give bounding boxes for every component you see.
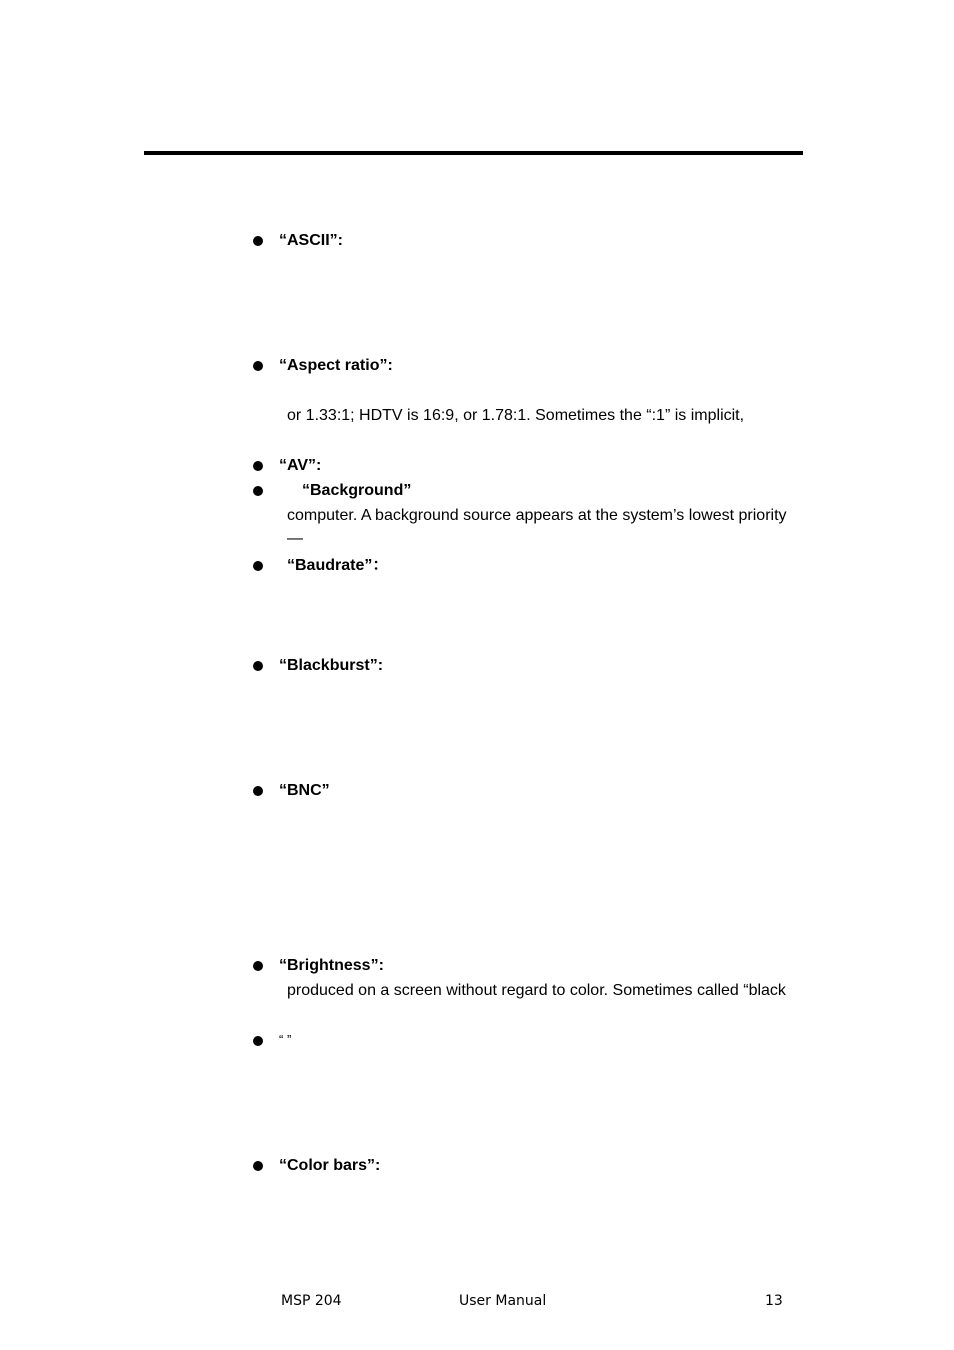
term-background: “Background” — [302, 482, 412, 499]
bullet-icon — [253, 236, 263, 246]
bullet-icon — [253, 961, 263, 971]
term-baudrate: “Baudrate”： — [287, 557, 389, 574]
bullet-icon — [253, 1161, 263, 1171]
term-av: “AV”: — [279, 457, 322, 474]
term-blackburst: “Blackburst”: — [279, 657, 384, 674]
footer-page-number: 13 — [765, 1293, 783, 1309]
term-aspect-ratio: “Aspect ratio”: — [279, 357, 393, 374]
bullet-icon — [253, 486, 263, 496]
term-ascii: “ASCII”: — [279, 232, 343, 249]
bullet-icon — [253, 786, 263, 796]
header-rule — [144, 151, 803, 155]
bullet-icon — [253, 561, 263, 571]
bullet-icon — [253, 661, 263, 671]
aspect-ratio-text: or 1.33:1; HDTV is 16:9, or 1.78:1. Sometimes the “:1” is implicit, — [287, 407, 745, 424]
bullet-icon — [253, 1036, 263, 1046]
term-blank: “ ” — [279, 1032, 292, 1047]
footer-title: User Manual — [459, 1293, 547, 1309]
term-brightness: “Brightness”: — [279, 957, 384, 974]
bullet-icon — [253, 461, 263, 471]
bullet-icon — [253, 361, 263, 371]
term-bnc: “BNC” — [279, 782, 330, 799]
background-text: computer. A background source appears at the system’s lowest priority — [287, 507, 787, 524]
brightness-text: produced on a screen without regard to color. Sometimes called “black — [287, 982, 786, 999]
background-dash: — — [287, 530, 303, 547]
footer-product: MSP 204 — [281, 1293, 342, 1309]
term-color-bars: “Color bars”: — [279, 1157, 381, 1174]
